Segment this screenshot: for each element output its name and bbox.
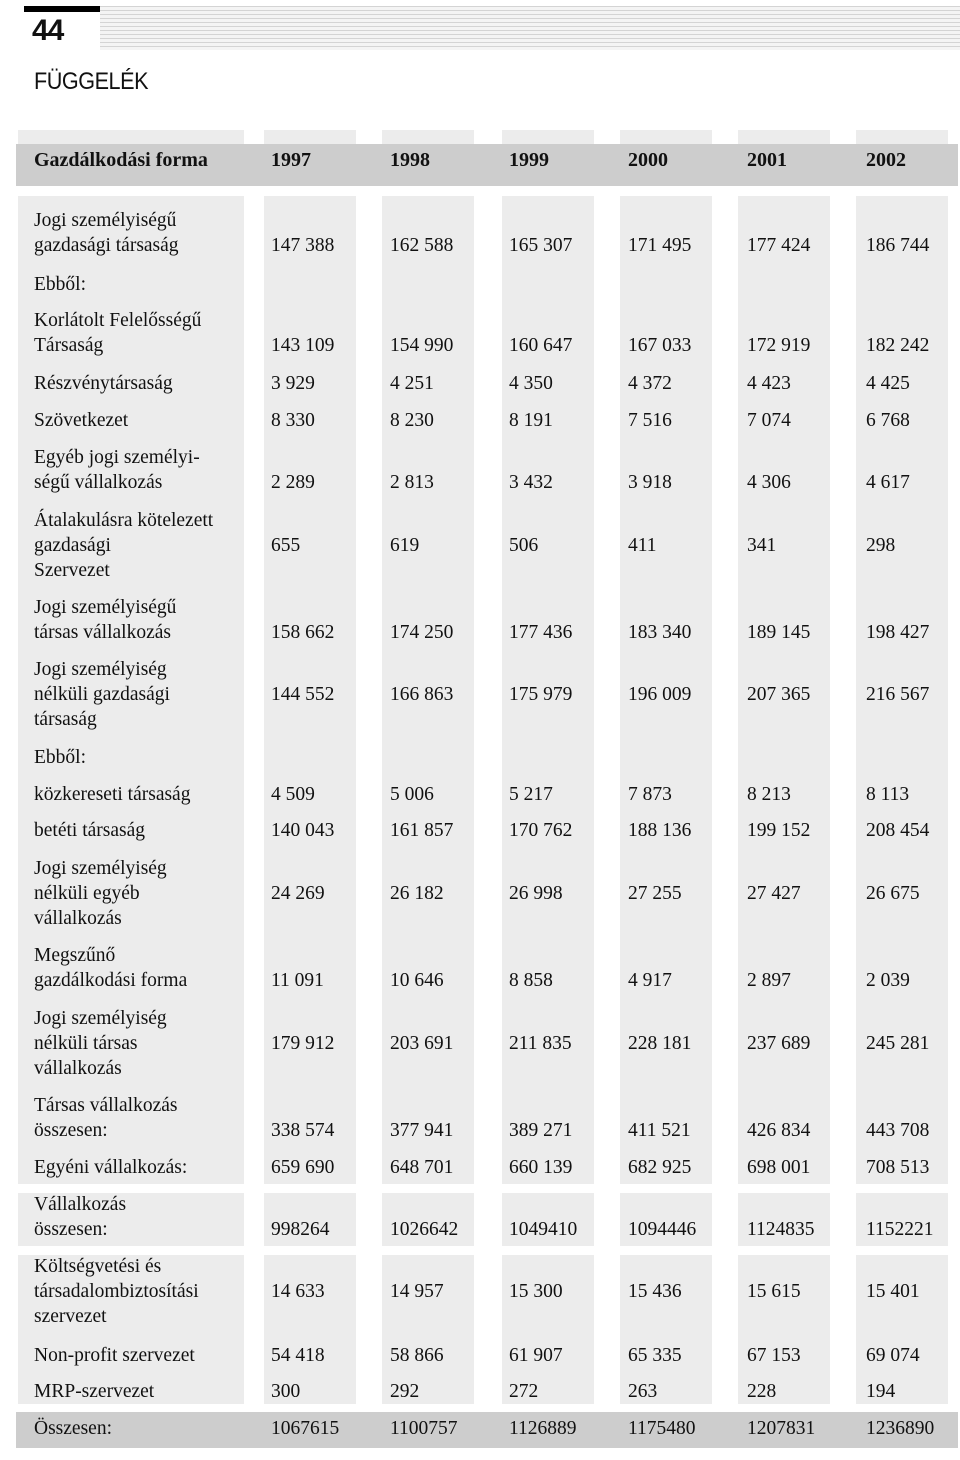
row-label: Vállalkozás összesen:: [34, 1194, 127, 1240]
cell-value: 69 074: [866, 1345, 920, 1366]
cell-value: 3 918: [628, 472, 672, 493]
cell-value: 211 835: [509, 1033, 572, 1054]
cell-value: 8 330: [271, 410, 315, 431]
cell-value: 177 424: [747, 235, 811, 256]
cell-value: 7 873: [628, 784, 672, 805]
cell-value: 648 701: [390, 1157, 454, 1178]
cell-value: 67 153: [747, 1345, 801, 1366]
cell-value: 237 689: [747, 1033, 811, 1054]
cell-value: 8 213: [747, 784, 791, 805]
cell-value: 216 567: [866, 684, 930, 705]
cell-value: 7 074: [747, 410, 791, 431]
cell-value: 698 001: [747, 1157, 811, 1178]
cell-value: 2 039: [866, 970, 910, 991]
cell-value: 194: [866, 1381, 896, 1402]
cell-value: 26 182: [390, 883, 444, 904]
header-year: 2002: [866, 149, 906, 171]
cell-value: 4 509: [271, 784, 315, 805]
cell-value: 144 552: [271, 684, 335, 705]
row-label: Non-profit szervezet: [34, 1345, 195, 1366]
cell-value: 4 917: [628, 970, 672, 991]
cell-value: 341: [747, 535, 777, 556]
cell-value: 443 708: [866, 1120, 930, 1141]
cell-value: 179 912: [271, 1033, 335, 1054]
cell-value: 15 436: [628, 1281, 682, 1302]
cell-value: 161 857: [390, 820, 454, 841]
cell-value: 140 043: [271, 820, 335, 841]
row-label: Egyéni vállalkozás:: [34, 1157, 188, 1178]
cell-value: 3 432: [509, 472, 553, 493]
cell-value: 411: [628, 535, 657, 556]
cell-value: 4 423: [747, 373, 791, 394]
cell-value: 300: [271, 1381, 301, 1402]
header-year: 2000: [628, 149, 668, 171]
cell-value: 655: [271, 535, 301, 556]
cell-value: 228 181: [628, 1033, 692, 1054]
cell-value: 167 033: [628, 335, 692, 356]
cell-value: 619: [390, 535, 420, 556]
cell-value: 27 427: [747, 883, 801, 904]
cell-value: 186 744: [866, 235, 930, 256]
cell-value: 5 217: [509, 784, 553, 805]
cell-value: 196 009: [628, 684, 692, 705]
page-number: 44: [24, 6, 100, 50]
cell-value: 426 834: [747, 1120, 811, 1141]
row-label: Jogi személyiségű gazdasági társaság: [34, 210, 179, 256]
cell-value: 389 271: [509, 1120, 573, 1141]
row-label: Megszűnő gazdálkodási forma: [34, 945, 188, 991]
cell-value: 1067615: [271, 1418, 340, 1439]
row-label: Összesen:: [34, 1418, 112, 1439]
row-label: MRP-szervezet: [34, 1381, 155, 1402]
cell-value: 1207831: [747, 1418, 816, 1439]
cell-value: 61 907: [509, 1345, 563, 1366]
cell-value: 8 230: [390, 410, 434, 431]
header-year: 1997: [271, 149, 311, 171]
cell-value: 182 242: [866, 335, 930, 356]
cell-value: 166 863: [390, 684, 454, 705]
cell-value: 4 251: [390, 373, 434, 394]
cell-value: 708 513: [866, 1157, 930, 1178]
cell-value: 6 768: [866, 410, 910, 431]
cell-value: 2 289: [271, 472, 315, 493]
cell-value: 177 436: [509, 622, 573, 643]
cell-value: 8 113: [866, 784, 910, 805]
cell-value: 189 145: [747, 622, 811, 643]
cell-value: 4 617: [866, 472, 910, 493]
cell-value: 15 401: [866, 1281, 920, 1302]
cell-value: 506: [509, 535, 539, 556]
cell-value: 245 281: [866, 1033, 930, 1054]
row-label: Ebből:: [34, 747, 86, 768]
cell-value: 198 427: [866, 622, 930, 643]
cell-value: 15 300: [509, 1281, 563, 1302]
cell-value: 170 762: [509, 820, 573, 841]
cell-value: 11 091: [271, 970, 324, 991]
cell-value: 147 388: [271, 235, 335, 256]
row-separator: [18, 1404, 958, 1412]
cell-value: 1094446: [628, 1219, 697, 1240]
cell-value: 171 495: [628, 235, 692, 256]
row-label: Jogi személyiségű társas vállalkozás: [34, 597, 177, 643]
cell-value: 3 929: [271, 373, 315, 394]
row-label: Ebből:: [34, 274, 86, 295]
section-title: FÜGGELÉK: [34, 68, 149, 95]
cell-value: 5 006: [390, 784, 434, 805]
cell-value: 4 372: [628, 373, 672, 394]
cell-value: 160 647: [509, 335, 573, 356]
cell-value: 172 919: [747, 335, 811, 356]
cell-value: 1026642: [390, 1219, 459, 1240]
cell-value: 272: [509, 1381, 539, 1402]
cell-value: 292: [390, 1381, 420, 1402]
cell-value: 338 574: [271, 1120, 335, 1141]
header-year: 1999: [509, 149, 549, 171]
cell-value: 377 941: [390, 1120, 454, 1141]
cell-value: 228: [747, 1381, 777, 1402]
row-label: Jogi személyiség nélküli gazdasági társaság: [34, 659, 170, 730]
row-label: betéti társaság: [34, 820, 145, 841]
cell-value: 203 691: [390, 1033, 454, 1054]
cell-value: 199 152: [747, 820, 811, 841]
cell-value: 183 340: [628, 622, 692, 643]
row-label: Jogi személyiség nélküli társas vállalkozás: [34, 1008, 167, 1079]
row-label: Költségvetési és társadalombiztosítási szervezet: [34, 1256, 199, 1327]
row-label: Egyéb jogi személyi- ségű vállalkozás: [34, 447, 200, 493]
cell-value: 298: [866, 535, 896, 556]
cell-value: 1126889: [509, 1418, 577, 1439]
cell-value: 26 998: [509, 883, 563, 904]
cell-value: 1152221: [866, 1219, 934, 1240]
cell-value: 4 350: [509, 373, 553, 394]
cell-value: 4 306: [747, 472, 791, 493]
cell-value: 2 813: [390, 472, 434, 493]
cell-value: 1124835: [747, 1219, 815, 1240]
cell-value: 14 957: [390, 1281, 444, 1302]
cell-value: 158 662: [271, 622, 335, 643]
cell-value: 2 897: [747, 970, 791, 991]
header-year: 2001: [747, 149, 787, 171]
cell-value: 263: [628, 1381, 658, 1402]
cell-value: 1236890: [866, 1418, 935, 1439]
cell-value: 1175480: [628, 1418, 696, 1439]
cell-value: 1049410: [509, 1219, 578, 1240]
cell-value: 659 690: [271, 1157, 335, 1178]
cell-value: 26 675: [866, 883, 920, 904]
cell-value: 143 109: [271, 335, 335, 356]
row-label: Társas vállalkozás összesen:: [34, 1095, 178, 1141]
cell-value: 174 250: [390, 622, 454, 643]
cell-value: 15 615: [747, 1281, 801, 1302]
cell-value: 8 191: [509, 410, 553, 431]
cell-value: 65 335: [628, 1345, 682, 1366]
cell-value: 682 925: [628, 1157, 692, 1178]
header-bar: [24, 6, 960, 50]
cell-value: 175 979: [509, 684, 573, 705]
cell-value: 165 307: [509, 235, 573, 256]
cell-value: 54 418: [271, 1345, 325, 1366]
cell-value: 4 425: [866, 373, 910, 394]
row-label: Átalakulásra kötelezett gazdasági Szervezet: [34, 510, 214, 581]
row-separator: [18, 1448, 958, 1460]
cell-value: 154 990: [390, 335, 454, 356]
row-separator: [18, 186, 958, 196]
cell-value: 208 454: [866, 820, 930, 841]
cell-value: 14 633: [271, 1281, 325, 1302]
row-label: Korlátolt Felelősségű Társaság: [34, 310, 202, 356]
header-year: 1998: [390, 149, 430, 171]
row-label: Szövetkezet: [34, 410, 129, 431]
cell-value: 411 521: [628, 1120, 691, 1141]
cell-value: 24 269: [271, 883, 325, 904]
cell-value: 660 139: [509, 1157, 573, 1178]
row-label: Jogi személyiség nélküli egyéb vállalkozás: [34, 858, 167, 929]
cell-value: 188 136: [628, 820, 692, 841]
cell-value: 27 255: [628, 883, 682, 904]
cell-value: 10 646: [390, 970, 444, 991]
row-label: közkereseti társaság: [34, 784, 191, 805]
cell-value: 1100757: [390, 1418, 458, 1439]
cell-value: 58 866: [390, 1345, 444, 1366]
cell-value: 207 365: [747, 684, 811, 705]
cell-value: 162 588: [390, 235, 454, 256]
cell-value: 7 516: [628, 410, 672, 431]
cell-value: 998264: [271, 1219, 330, 1240]
row-label: Részvénytársaság: [34, 373, 173, 394]
cell-value: 8 858: [509, 970, 553, 991]
header-label: Gazdálkodási forma: [34, 149, 208, 171]
